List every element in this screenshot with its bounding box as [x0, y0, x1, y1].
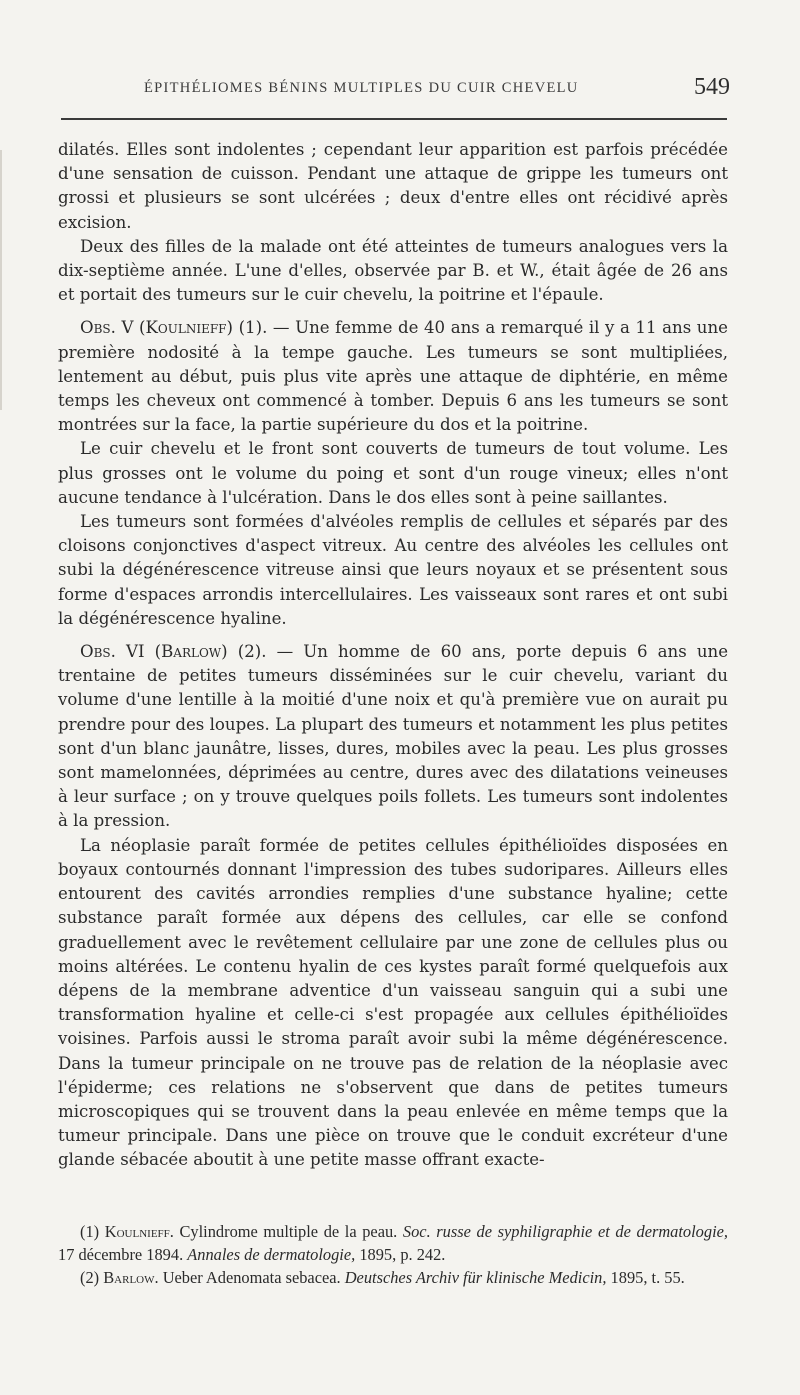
fn1-page: 1895, p. 242. — [355, 1245, 446, 1264]
running-head — [60, 74, 730, 104]
obs5-label: Obs. V — [80, 318, 134, 338]
paragraph-continuation: dilatés. Elles sont indolentes ; cependant leur apparition est parfois précédée d'une sensation de cuisson. Pendant une attaque de grippe les tumeurs ont grossi et plusieurs se sont ulcérées ; deux d'entre elles ont récidivé après excision. — [58, 140, 728, 232]
page-number: 549 — [694, 74, 730, 100]
obs5-text: — Une femme de 40 ans a remarqué il y a 11 ans une première nodosité à la tempe gauche. Les tumeurs se sont multipliées, lentement au début, puis plus vite après une attaque de diphtérie, en même temps les cheveux ont commencé à tomber. Depuis 6 ans les tumeurs se sont montrées sur la face, la partie supérieure du dos et la poitrine. — [58, 318, 728, 435]
paragraph-daughters: Deux des filles de la malade ont été atteintes de tumeurs analogues vers la dix-septième année. L'une d'elles, observée par B. et W., était âgée de 26 ans et portait des tumeurs sur le cuir chevelu, la poitrine et l'épaule. — [58, 236, 728, 305]
fn2-author: Barlow. — [103, 1268, 159, 1287]
paragraph-histology-6: La néoplasie paraît formée de petites cellules épithélioïdes disposées en boyaux contournés donnant l'impression des tubes sudoripares. Ailleurs elles entourent des cavités arrondies remplies d'une substance hyaline; cette substance paraît formée aux dépens des cellules, car elle se confond graduellement avec le revêtement cellulaire par une zone de cellules plus ou moins altérées. Le contenu hyalin de ces kystes paraît formé quelquefois aux dépens de la membrane adventice d'un vaisseau sanguin qui a subi une transformation hyaline et celle-ci s'est propagée aux cellules épithélioïdes voisines. Parfois aussi le stroma paraît avoir subi la même dégénérescence. Dans la tumeur principale on ne trouve pas de relation de la néoplasie avec l'épiderme; ces relations ne s'observent que dans de petites tumeurs microscopiques qui se trouvent dans la peau enlevée en même temps que la tumeur principale. Dans une pièce on trouve que le conduit excréteur d'une glande sébacée aboutit à une petite masse offrant exacte- — [58, 835, 728, 1170]
page-edge-shadow — [0, 150, 2, 410]
obs5-footnote-ref: (1) — [238, 318, 263, 338]
obs6-author: Barlow — [161, 642, 222, 662]
running-title: ÉPITHÉLIOMES BÉNINS MULTIPLES DU CUIR CHEVELU — [144, 80, 579, 96]
fn1-journal-1: Soc. russe de syphiligraphie et de dermatologie, — [402, 1222, 728, 1241]
fn1-number: (1) — [80, 1222, 100, 1241]
fn1-date: 17 décembre 1894. — [58, 1245, 188, 1264]
body-text — [58, 138, 728, 1173]
observation-6: Obs. VI (Barlow) (2). — Un homme de 60 ans, porte depuis 6 ans une trentaine de petites tumeurs disséminées sur le cuir chevelu, variant du volume d'une lentille à la moitié d'une noix et qu'à première vue on aurait pu prendre pour des loupes. La plupart des tumeurs et notamment les plus petites sont d'un blanc jaunâtre, lisses, dures, mobiles avec la peau. Les plus grosses sont mamelonnées, déprimées au centre, dures avec des dilatations veineuses à leur surface ; on y trouve quelques poils follets. Les tumeurs sont indolentes à la pression. — [58, 642, 729, 831]
observation-5: Obs. V (Koulnieff) (1). — Une femme de 40 ans a remarqué il y a 11 ans une première nodosité à la tempe gauche. Les tumeurs se sont multipliées, lentement au début, puis plus vite après une attaque de diphtérie, en même temps les cheveux ont commencé à tomber. Depuis 6 ans les tumeurs se sont montrées sur la face, la partie supérieure du dos et la poitrine. — [58, 318, 728, 435]
paragraph-scalp: Le cuir chevelu et le front sont couverts de tumeurs de tout volume. Les plus grosses ont le volume du poing et sont d'un rouge vineux; elles n'ont aucune tendance à l'ulcération. Dans le dos elles sont à peine saillantes. — [58, 439, 728, 507]
footnote-1 — [58, 1220, 728, 1266]
fn2-number: (2) — [80, 1268, 100, 1287]
fn2-journal: Deutsches Archiv für klinische Medicin, — [344, 1268, 607, 1287]
fn1-journal-2: Annales de dermatologie, — [187, 1245, 356, 1264]
obs6-label: Obs. VI — [80, 642, 145, 662]
footnotes — [58, 1220, 728, 1289]
obs6-footnote-ref: (2) — [237, 642, 262, 662]
fn1-title: Cylindrome multiple de la peau. — [173, 1222, 403, 1241]
paragraph-histology-5: Les tumeurs sont formées d'alvéoles remplis de cellules et séparés par des cloisons conjonctives d'aspect vitreux. Au centre des alvéoles les cellules ont subi la dégénérescence vitreuse ainsi que leurs noyaux et se présentent sous forme d'espaces arrondis intercellulaires. Les vaisseaux sont rares et ont subi la dégénérescence hyaline. — [58, 512, 728, 628]
fn2-volume: 1895, t. 55. — [606, 1268, 685, 1287]
footnote-2 — [58, 1266, 728, 1289]
header-rule — [61, 118, 727, 120]
fn1-author: Koulnieff. — [104, 1222, 174, 1241]
fn2-title: Ueber Adenomata sebacea. — [158, 1268, 345, 1287]
obs6-text: . — Un homme de 60 ans, porte depuis 6 ans une trentaine de petites tumeurs disséminées sur le cuir chevelu, variant du volume d'une lentille à la moitié d'une noix et qu'à première vue on aurait pu prendre pour des loupes. La plupart des tumeurs et notamment les plus petites sont d'un blanc jaunâtre, lisses, dures, mobiles avec la peau. Les plus grosses sont mamelonnées, déprimées au centre, dures avec des dilatations veineuses à leur surface ; on y trouve quelques poils follets. Les tumeurs sont indolentes à la pression. — [58, 642, 729, 831]
obs5-author: Koulnieff — [145, 318, 227, 338]
